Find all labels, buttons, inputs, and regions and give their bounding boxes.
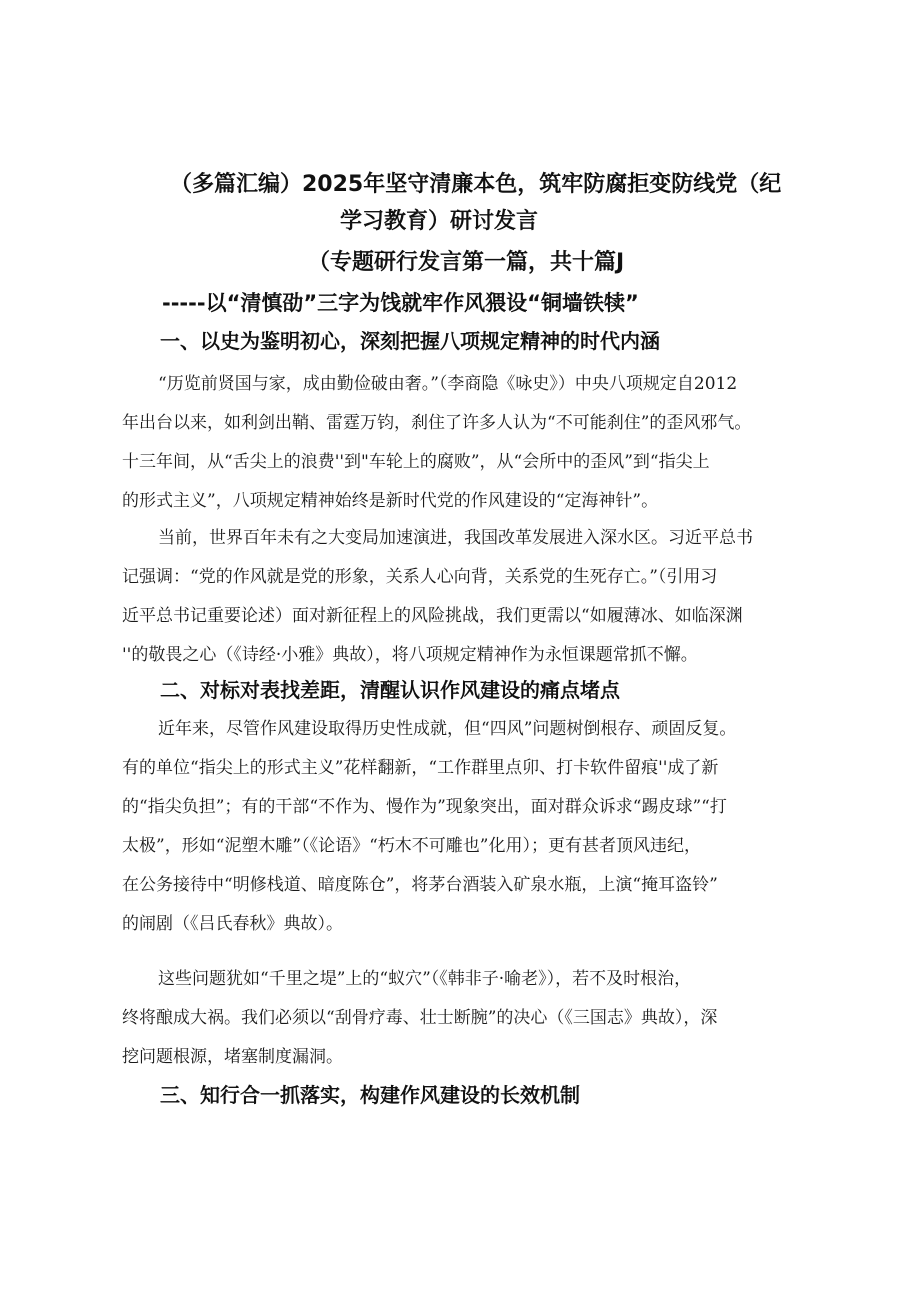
- document-subtitle: （专题研行发言第一篇，共十篇J: [308, 250, 625, 275]
- document-title-line-1: （多篇汇编）2025年坚守清廉本色，筑牢防腐拒变防线党（纪: [170, 172, 782, 197]
- paragraph-line: 记强调：“党的作风就是党的形象，关系人心向背，关系党的生死存亡。”（引用习: [122, 567, 718, 587]
- paragraph-line: 挖问题根源，堵塞制度漏洞。: [122, 1047, 343, 1067]
- paragraph: [122, 710, 822, 944]
- paragraph-line: 这些问题犹如“千里之堤”上的“蚁穴”（《韩非子·喻老》），若不及时根治，: [158, 969, 692, 989]
- paragraph-line: 有的单位“指尖上的形式主义”花样翻新，“工作群里点卯、打卡软件留痕''成了新: [122, 758, 719, 778]
- paragraph-line: ''的敬畏之心（《诗经·小雅》典故），将八项规定精神作为永恒课题常抓不懈。: [122, 645, 698, 665]
- paragraph-line: 太极”，形如“泥塑木雕”（《论语》“朽木不可雕也”化用）；更有甚者顶风违纪，: [122, 836, 701, 856]
- paragraph: [122, 365, 822, 521]
- paragraph-line: 终将酿成大祸。我们必须以“刮骨疗毒、壮士断腕”的决心（《三国志》典故），深: [122, 1008, 718, 1028]
- paragraph: [122, 960, 822, 1077]
- paragraph-line: 当前，世界百年未有之大变局加速演进，我国改革发展进入深水区。习近平总书: [158, 528, 753, 548]
- section-heading: 一、以史为鉴明初心，深刻把握八项规定精神的时代内涵: [160, 329, 660, 353]
- paragraph: [122, 519, 822, 675]
- paragraph-line: 近平总书记重要论述）面对新征程上的风险挑战，我们更需以“如履薄冰、如临深渊: [122, 606, 743, 626]
- paragraph-line: 在公务接待中“明修栈道、暗度陈仓”，将茅台酒装入矿泉水瓶，上演“掩耳盗铃”: [122, 875, 718, 895]
- paragraph-line: “历览前贤国与家，成由勤俭破由奢。”（李商隐《咏史》）中央八项规定自2012: [158, 374, 738, 394]
- document-tagline: -----以“清慎劭”三字为饯就牢作风猥设“铜墙铁犊”: [162, 291, 639, 315]
- document-title-line-2: 学习教育）研讨发言: [340, 209, 539, 234]
- paragraph-line: 年出台以来，如利剑出鞘、雷霆万钧，刹住了许多人认为“不可能刹住”的歪风邪气。: [122, 413, 752, 433]
- section-heading: 二、对标对表找差距，清醒认识作风建设的痛点堵点: [160, 678, 620, 702]
- paragraph-line: 的形式主义”，八项规定精神始终是新时代党的作风建设的“定海神针”。: [122, 491, 659, 511]
- section-heading: 三、知行合一抓落实，构建作风建设的长效机制: [160, 1083, 580, 1107]
- paragraph-line: 近年来，尽管作风建设取得历史性成就，但“四风”问题树倒根存、顽固反复。: [158, 719, 737, 739]
- paragraph-line: 的“指尖负担”；有的干部“不作为、慢作为”现象突出，面对群众诉求“踢皮球”“打: [122, 797, 727, 817]
- paragraph-line: 的闹剧（《吕氏春秋》典故）。: [122, 914, 343, 934]
- paragraph-line: 十三年间，从“舌尖上的浪费''到"车轮上的腐败”，从“会所中的歪风”到“指尖上: [122, 452, 710, 472]
